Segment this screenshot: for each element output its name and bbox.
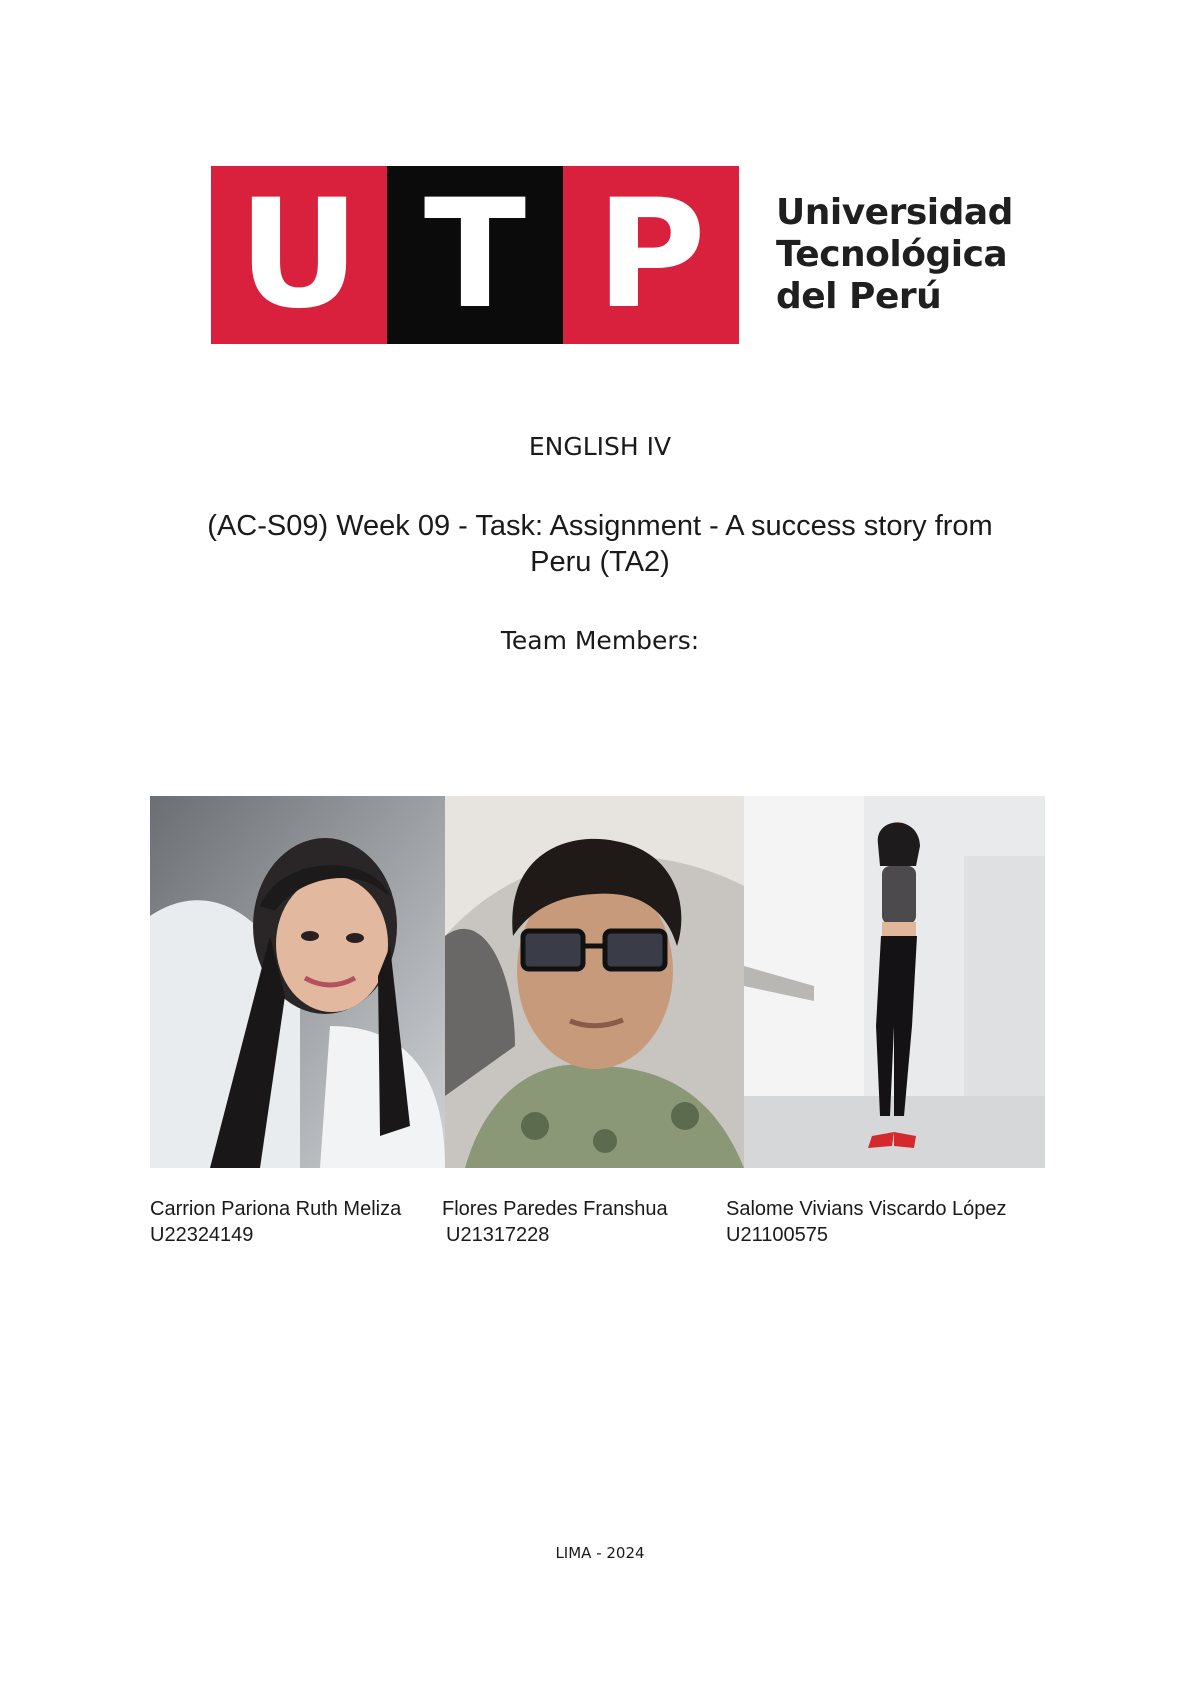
member-1-code: U22324149 xyxy=(150,1224,254,1246)
member-3-name: Salome Vivians Viscardo López xyxy=(726,1198,1007,1220)
course-title: ENGLISH IV xyxy=(528,432,672,461)
member-photo-1 xyxy=(150,796,445,1168)
footer-place-year: LIMA - 2024 xyxy=(555,1544,645,1562)
member-1 xyxy=(150,1196,401,1248)
logo-letter-t: T xyxy=(387,166,563,344)
university-name-line-1: Universidad xyxy=(776,192,1013,233)
member-3 xyxy=(726,1196,1007,1248)
logo-letter-u: U xyxy=(211,166,387,344)
member-2 xyxy=(442,1196,668,1248)
member-photo-3 xyxy=(744,796,1045,1168)
task-title xyxy=(0,508,1200,580)
team-heading: Team Members: xyxy=(500,626,700,655)
university-name xyxy=(776,192,1076,318)
task-title-line-2: Peru (TA2) xyxy=(530,546,670,578)
member-3-code: U21100575 xyxy=(726,1224,828,1246)
member-photo-2 xyxy=(445,796,744,1168)
member-2-name: Flores Paredes Franshua xyxy=(442,1198,668,1220)
logo-letter-p: P xyxy=(563,166,739,344)
member-1-name: Carrion Pariona Ruth Meliza xyxy=(150,1198,402,1220)
university-name-line-2: Tecnológica xyxy=(776,234,1008,275)
university-name-line-3: del Perú xyxy=(776,276,942,317)
member-2-code: U21317228 xyxy=(446,1224,550,1246)
task-title-line-1: (AC-S09) Week 09 - Task: Assignment - A success story from xyxy=(207,510,993,542)
